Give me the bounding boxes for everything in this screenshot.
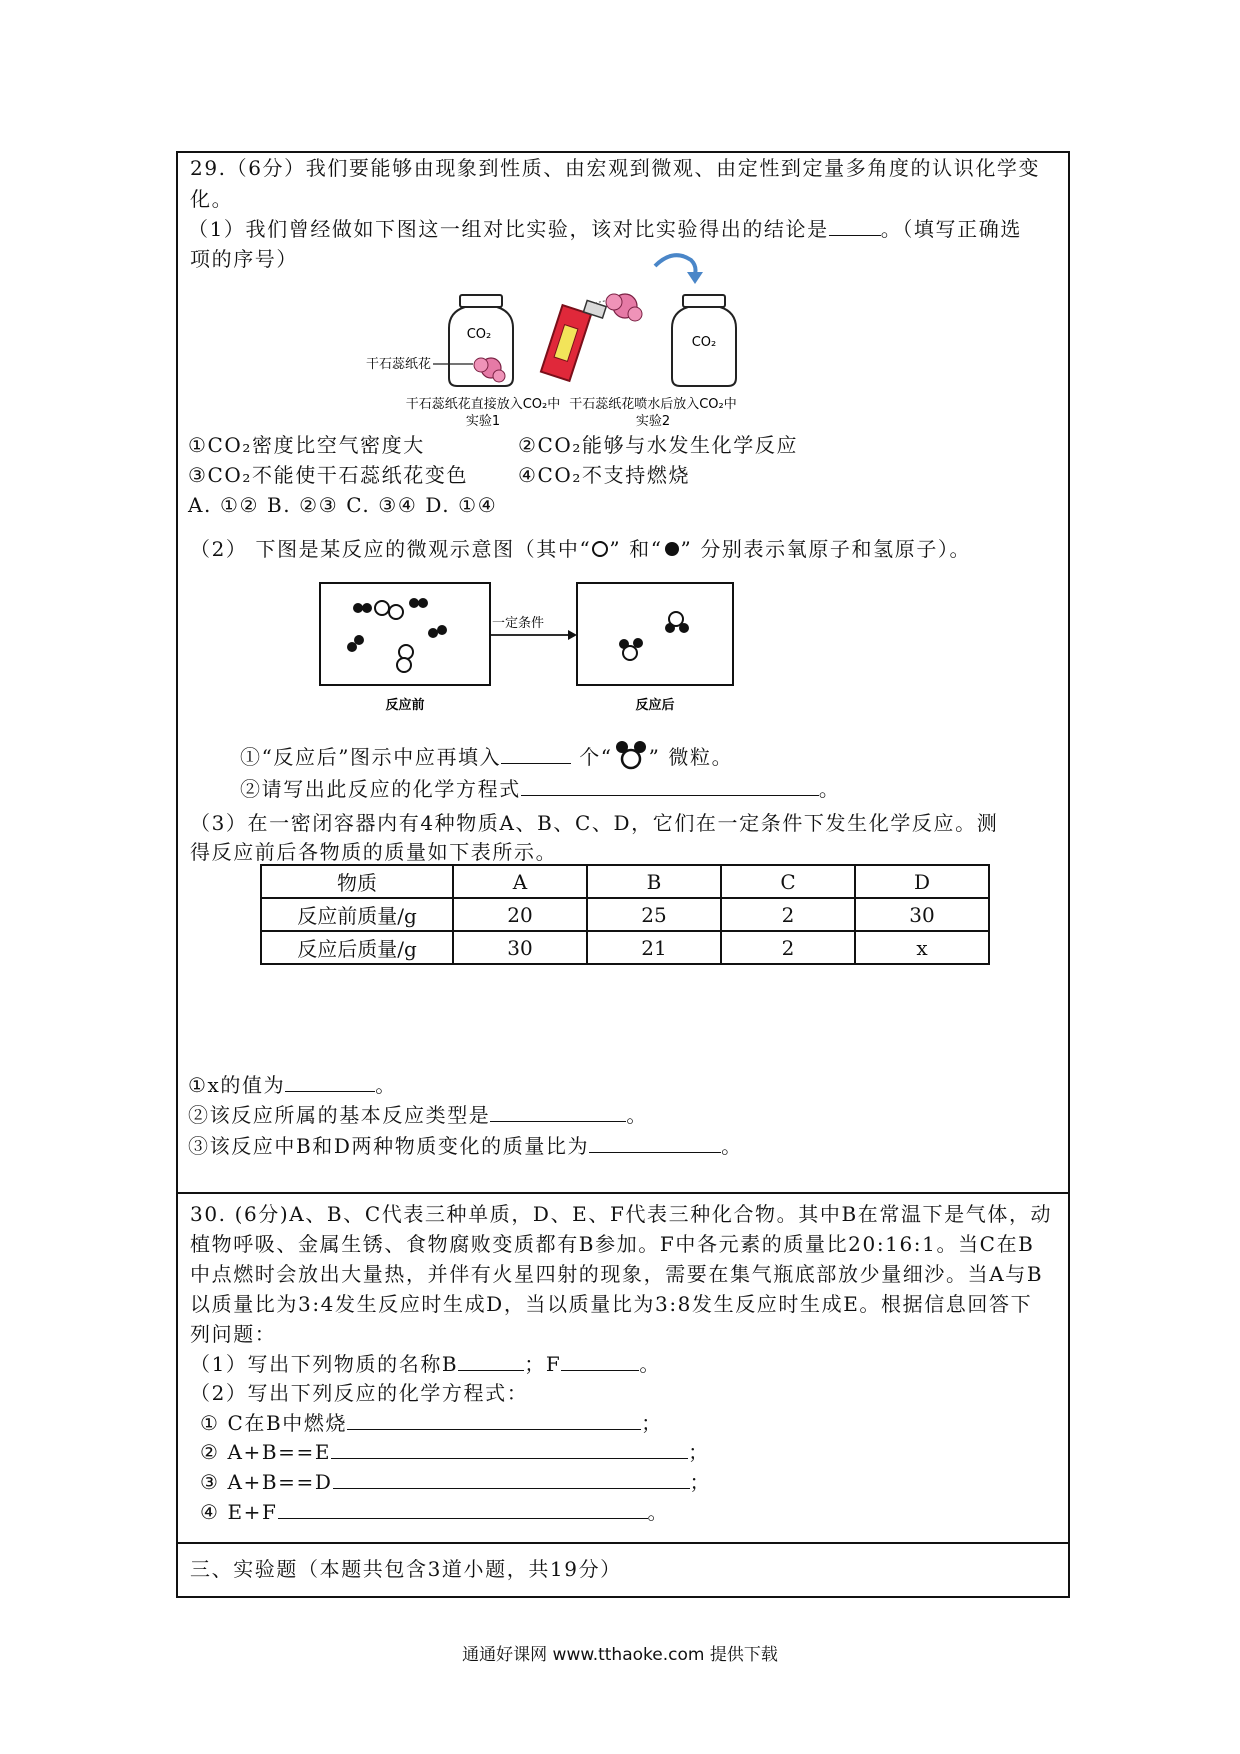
answer-blank[interactable] — [501, 743, 571, 764]
answer-blank[interactable] — [331, 1438, 688, 1459]
q29-part3-q2 — [188, 1101, 648, 1129]
q30-eq4 — [200, 1498, 669, 1526]
caption-exp2: 干石蕊纸花喷水后放入CO₂中 — [569, 397, 737, 412]
part2-q2-text: ②请写出此反应的化学方程式 — [240, 777, 521, 801]
water-molecule-icon — [613, 738, 649, 772]
period: 。 — [626, 1103, 649, 1127]
spray-bottle-icon — [541, 300, 609, 381]
answer-blank[interactable] — [278, 1498, 648, 1519]
semicolon: ； — [688, 1440, 710, 1464]
label-exp2: 实验2 — [635, 414, 671, 429]
answer-blank[interactable] — [589, 1132, 721, 1153]
q29-title: 29.（6分）我们要能够由现象到性质、由宏观到微观、由定性到定量多角度的认识化学变 — [190, 156, 1041, 180]
co2-experiment-figure — [365, 248, 793, 433]
table-row — [261, 931, 989, 964]
q29-part1-text: （1）我们曾经做如下图这一组对比实验，该对比实验得出的结论是 — [188, 217, 829, 241]
period: 。 — [818, 777, 841, 801]
answer-blank[interactable] — [333, 1468, 690, 1489]
part2-text-b: ” 和“ — [609, 537, 663, 561]
part2-q1-text-c: ” 微粒。 — [648, 745, 734, 769]
eq4-label: ④ E+F — [200, 1500, 278, 1524]
sub1-text-b: ；F — [524, 1352, 562, 1376]
table-cell: x — [855, 931, 989, 964]
part2-text-c: ” 分别表示氧原子和氢原子）。 — [680, 537, 972, 561]
part2-q1-text-b: 个“ — [571, 745, 613, 769]
table-cell: A — [453, 865, 587, 898]
answer-blank[interactable] — [521, 775, 819, 796]
period: 。 — [639, 1352, 661, 1376]
part3-q2-text: ②该反应所属的基本反应类型是 — [188, 1103, 491, 1127]
hydrogen-atom-icon — [663, 540, 681, 558]
q30-line-4: 以质量比为3:4发生反应时生成D，当以质量比为3:8发生反应时生成E。根据信息回答下 — [190, 1292, 1033, 1316]
q30-line-1: 30. (6分)A、B、C代表三种单质，D、E、F代表三种化合物。其中B在常温下是气体，动 — [190, 1202, 1053, 1226]
part3-q1-text: ①x的值为 — [188, 1073, 286, 1097]
part2-q1-text: ①“反应后”图示中应再填入 — [240, 745, 502, 769]
flower-label: 干石蕊纸花 — [365, 357, 431, 372]
option-1: ①CO₂密度比空气密度大 — [188, 433, 425, 457]
table-cell: 物质 — [261, 865, 453, 898]
flower-icon — [474, 358, 505, 382]
q30-sub1 — [190, 1350, 661, 1378]
table-row — [261, 898, 989, 931]
sub1-text: （1）写出下列物质的名称B — [190, 1352, 459, 1376]
choices: A. ①② B. ②③ C. ③④ D. ①④ — [188, 493, 498, 517]
part2-text-a: （2） 下图是某反应的微观示意图（其中“ — [190, 537, 592, 561]
q29-part3-q3 — [188, 1132, 743, 1160]
table-cell: 反应前质量/g — [261, 898, 453, 931]
semicolon: ； — [641, 1411, 663, 1435]
q30-sub2: （2）写出下列反应的化学方程式： — [190, 1381, 529, 1405]
answer-blank[interactable] — [347, 1409, 641, 1430]
table-cell: B — [587, 865, 721, 898]
table-cell: 2 — [721, 898, 855, 931]
flower-icon-2 — [606, 294, 642, 321]
answer-blank[interactable] — [829, 215, 881, 236]
q29-part1-cont: 项的序号） — [190, 247, 298, 271]
table-header-row — [261, 865, 989, 898]
semicolon: ； — [689, 1470, 712, 1494]
q30-eq1 — [200, 1409, 663, 1437]
co2-label-right: CO₂ — [691, 335, 717, 350]
table-cell: 30 — [855, 898, 989, 931]
q30-line-3: 中点燃时会放出大量热，并伴有火星四射的现象，需要在集气瓶底部放少量细沙。当A与B — [190, 1262, 1044, 1286]
hydrogen-molecule — [428, 625, 447, 638]
table-cell: 30 — [453, 931, 587, 964]
table-cell: 反应后质量/g — [261, 931, 453, 964]
eq3-label: ③ A+B==D — [200, 1470, 333, 1494]
arrow-head-icon — [687, 272, 703, 284]
part3-q3-text: ③该反应中B和D两种物质变化的质量比为 — [188, 1134, 590, 1158]
option-2: ②CO₂能够与水发生化学反应 — [518, 433, 799, 457]
hydrogen-molecule — [353, 603, 372, 613]
mass-table — [260, 864, 990, 965]
oxygen-molecule — [397, 645, 413, 672]
q29-part2-q1 — [240, 738, 733, 772]
label-exp1: 实验1 — [465, 414, 501, 429]
q29-title-cont: 化。 — [190, 187, 234, 211]
hydrogen-molecule — [409, 598, 428, 608]
divider-q30 — [178, 1192, 1068, 1194]
table-cell: 20 — [453, 898, 587, 931]
table-cell: 25 — [587, 898, 721, 931]
table-cell: C — [721, 865, 855, 898]
q29-part1-tail: 。（填写正确选 — [880, 217, 1022, 241]
q29-part2-q2 — [240, 775, 840, 803]
section-3-title: 三、实验题（本题共包含3道小题，共19分） — [190, 1557, 622, 1581]
q29-part3-cont: 得反应前后各物质的质量如下表所示。 — [190, 840, 558, 864]
answer-blank[interactable] — [490, 1101, 626, 1122]
answer-blank[interactable] — [285, 1071, 375, 1092]
table-cell: 21 — [587, 931, 721, 964]
table-cell: D — [855, 865, 989, 898]
water-molecule — [665, 612, 689, 633]
q30-line-2: 植物呼吸、金属生锈、食物腐败变质都有B参加。F中各元素的质量比20:16:1。当C在B — [190, 1232, 1035, 1256]
q30-eq2 — [200, 1438, 710, 1466]
q30-eq3 — [200, 1468, 711, 1496]
period: 。 — [375, 1073, 397, 1097]
option-4: ④CO₂不支持燃烧 — [518, 463, 691, 487]
table-cell: 2 — [721, 931, 855, 964]
oxygen-molecule — [375, 601, 403, 619]
period: 。 — [721, 1134, 743, 1158]
reaction-diagram — [318, 581, 768, 731]
q29-part2 — [190, 535, 971, 563]
page-footer: 通通好课网 www.tthaoke.com 提供下载 — [462, 1645, 778, 1665]
q29-part3-q1 — [188, 1071, 397, 1099]
period: 。 — [647, 1500, 670, 1524]
label-before: 反应前 — [385, 698, 425, 713]
answer-blank[interactable] — [561, 1350, 639, 1371]
q29-part3: （3）在一密闭容器内有4种物质A、B、C、D，它们在一定条件下发生化学反应。测 — [190, 811, 999, 835]
divider-section3 — [178, 1542, 1068, 1544]
caption-exp1: 干石蕊纸花直接放入CO₂中 — [405, 397, 561, 412]
answer-blank[interactable] — [458, 1350, 524, 1371]
water-molecule — [619, 638, 643, 660]
curved-arrow-icon — [655, 255, 696, 274]
reaction-condition: 一定条件 — [491, 616, 545, 631]
eq1-label: ① C在B中燃烧 — [200, 1411, 348, 1435]
question-frame — [176, 151, 1070, 1598]
hydrogen-molecule — [347, 635, 364, 652]
oxygen-atom-icon — [591, 540, 609, 558]
co2-label-left: CO₂ — [466, 327, 492, 342]
q29-part1 — [188, 215, 1022, 243]
q30-line-5: 列问题： — [190, 1322, 277, 1346]
eq2-label: ② A+B==E — [200, 1440, 332, 1464]
label-after: 反应后 — [635, 698, 675, 713]
option-3: ③CO₂不能使干石蕊纸花变色 — [188, 463, 469, 487]
